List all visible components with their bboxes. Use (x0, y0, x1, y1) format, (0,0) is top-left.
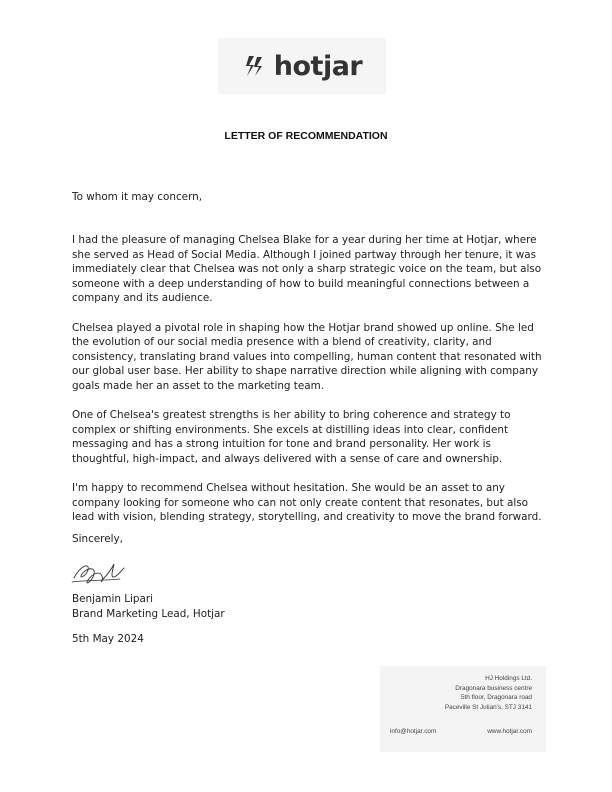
signer-title: Brand Marketing Lead, Hotjar (72, 607, 225, 620)
salutation: To whom it may concern, (72, 191, 203, 203)
paragraph-1: I had the pleasure of managing Chelsea Blake for a year during her time at Hotjar, where she served as Head of Social Media. Although I joined partway through her tenure, it was immediately clear that Chelsea was not only a sharp strategic voice on the team, but also someone with a deep understanding of how to build meaningful connections between a company and its audience. (72, 234, 542, 305)
paragraph-4: I'm happy to recommend Chelsea without hesitation. She would be an asset to any company looking for someone who can not only create content that resonates, but also lead with vision, blending strategy, storytelling, and creativity to move the brand forward. (72, 482, 542, 524)
footer-email: info@hotjar.com (390, 728, 437, 735)
hotjar-flame-icon (242, 53, 268, 79)
address-line-2: 5th floor, Dragonara road (460, 694, 532, 702)
address-line-1: Dragonara business centre (455, 684, 532, 692)
letter-title: LETTER OF RECOMMENDATION (224, 130, 388, 142)
paragraph-3: One of Chelsea's greatest strengths is her ability to bring coherence and strategy to complex or shifting environments. She excels at distilling ideas into clear, confident messaging and has a strong intuition for tone and brand personality. Her work is thoughtful, high-impact, and always delivered with a sense of care and ownership. (72, 409, 511, 465)
letter-date: 5th May 2024 (72, 633, 144, 645)
letter-body (72, 233, 550, 539)
footer-contact-block (380, 666, 546, 752)
handwritten-signature (70, 556, 130, 590)
signoff: Sincerely, (72, 533, 123, 545)
footer-website: www.hotjar.com (487, 728, 532, 735)
logo-wordmark: hotjar (273, 50, 363, 82)
signer-block (72, 592, 550, 621)
company-name: HJ Holdings Ltd. (485, 675, 532, 682)
hotjar-logo (218, 38, 386, 94)
signer-name: Benjamin Lipari (72, 593, 154, 605)
address-line-3: Paceville St Julian's, STJ 3141 (444, 703, 532, 711)
paragraph-2: Chelsea played a pivotal role in shaping how the Hotjar brand showed up online. She led the evolution of our social media presence with a blend of creativity, clarity, and consistency, translating brand values into compelling, human content that resonated with our global user base. Her ability to shape narrative direction while aligning with company goals made her an asset to the marketing team. (72, 321, 542, 392)
company-address (445, 674, 532, 712)
footer-contacts (390, 728, 532, 735)
